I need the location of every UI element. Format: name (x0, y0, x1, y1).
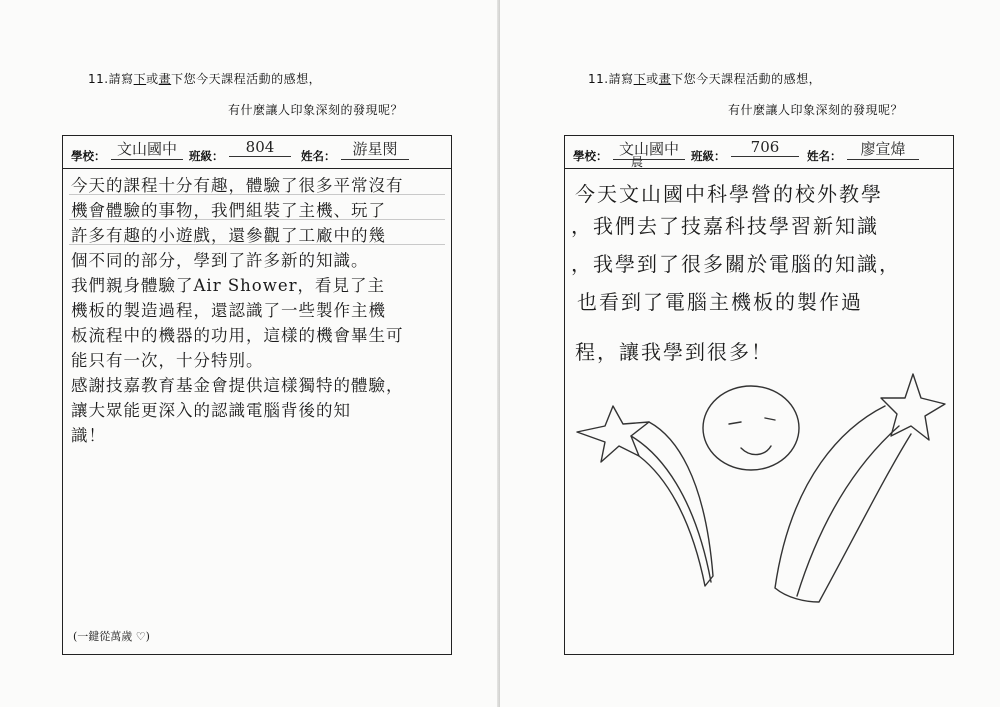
question-suffix: 下您今天課程活動的感想， (171, 72, 322, 86)
question-prompt (88, 70, 321, 87)
school-label: 學校： (573, 149, 608, 163)
question-draw: 畫 (658, 72, 672, 86)
question-number: 11. (588, 72, 609, 86)
school-label: 學校： (71, 149, 106, 163)
question-prefix: 請寫 (608, 72, 634, 86)
name-label: 姓名： (807, 149, 842, 163)
handwritten-line: 程，讓我學到很多！ (575, 340, 773, 364)
answer-box (62, 135, 452, 655)
class-value: 706 (731, 138, 799, 157)
question-draw: 畫 (158, 72, 172, 86)
class-label: 班級： (691, 149, 726, 163)
question-write: 下 (133, 72, 147, 86)
class-value: 804 (229, 138, 291, 157)
question-suffix: 下您今天課程活動的感想， (671, 72, 822, 86)
question-or: 或 (146, 72, 159, 86)
question-write: 下 (633, 72, 647, 86)
school-value: 文山國中 (613, 138, 685, 160)
question-or: 或 (646, 72, 659, 86)
name-value: 廖宣煒 (847, 138, 919, 160)
name-label: 姓名： (301, 149, 336, 163)
handwritten-line: 許多有趣的小遊戲，還參觀了工廠中的幾 (71, 226, 386, 245)
name-value: 游星閔 (341, 138, 409, 160)
handwritten-line: 感謝技嘉教育基金會提供這樣獨特的體驗， (71, 376, 404, 395)
worksheet-right (500, 0, 1000, 707)
class-label: 班級： (189, 149, 224, 163)
right-star-icon (881, 374, 945, 440)
handwritten-line: 板流程中的機器的功用，這樣的機會畢生可 (71, 326, 404, 345)
handwritten-line: ，我們去了技嘉科技學習新知識 (571, 214, 879, 238)
question-prompt (588, 70, 821, 87)
handwritten-line: 我們親身體驗了Air Shower，看見了主 (71, 276, 385, 295)
handwritten-line: 機會體驗的事物，我們組裝了主機、玩了 (71, 201, 386, 220)
handwritten-line: 讓大眾能更深入的認識電腦背後的知 (71, 401, 351, 420)
handwritten-line: ，我學到了很多關於電腦的知識， (571, 252, 901, 276)
handwritten-line: 機板的製造過程，還認識了一些製作主機 (71, 301, 386, 320)
handwritten-line: 也看到了電腦主機板的製作過 (577, 290, 863, 314)
question-prefix: 請寫 (108, 72, 134, 86)
smiley-face-icon (703, 386, 799, 470)
handwritten-line: 識！ (71, 426, 106, 445)
question-subline: 有什麼讓人印象深刻的發現呢？ (728, 103, 904, 117)
doodle-drawing (565, 136, 953, 654)
student-info-row (63, 136, 451, 169)
signature: (一鍵從萬歲 ♡) (73, 630, 150, 643)
answer-box (564, 135, 954, 655)
handwritten-line: 個不同的部分，學到了許多新的知識。 (71, 251, 369, 270)
question-subline: 有什麼讓人印象深刻的發現呢？ (228, 103, 404, 117)
handwritten-line: 今天文山國中科學營的校外教學 (575, 182, 883, 206)
left-star-icon (577, 406, 649, 462)
handwritten-line: 今天的課程十分有趣，體驗了很多平常沒有 (71, 176, 404, 195)
question-number: 11. (88, 72, 109, 86)
school-note: 晨 (631, 155, 645, 169)
handwritten-line: 能只有一次，十分特別。 (71, 351, 264, 370)
left-star-trail (631, 422, 713, 586)
school-value: 文山國中 (111, 138, 183, 160)
